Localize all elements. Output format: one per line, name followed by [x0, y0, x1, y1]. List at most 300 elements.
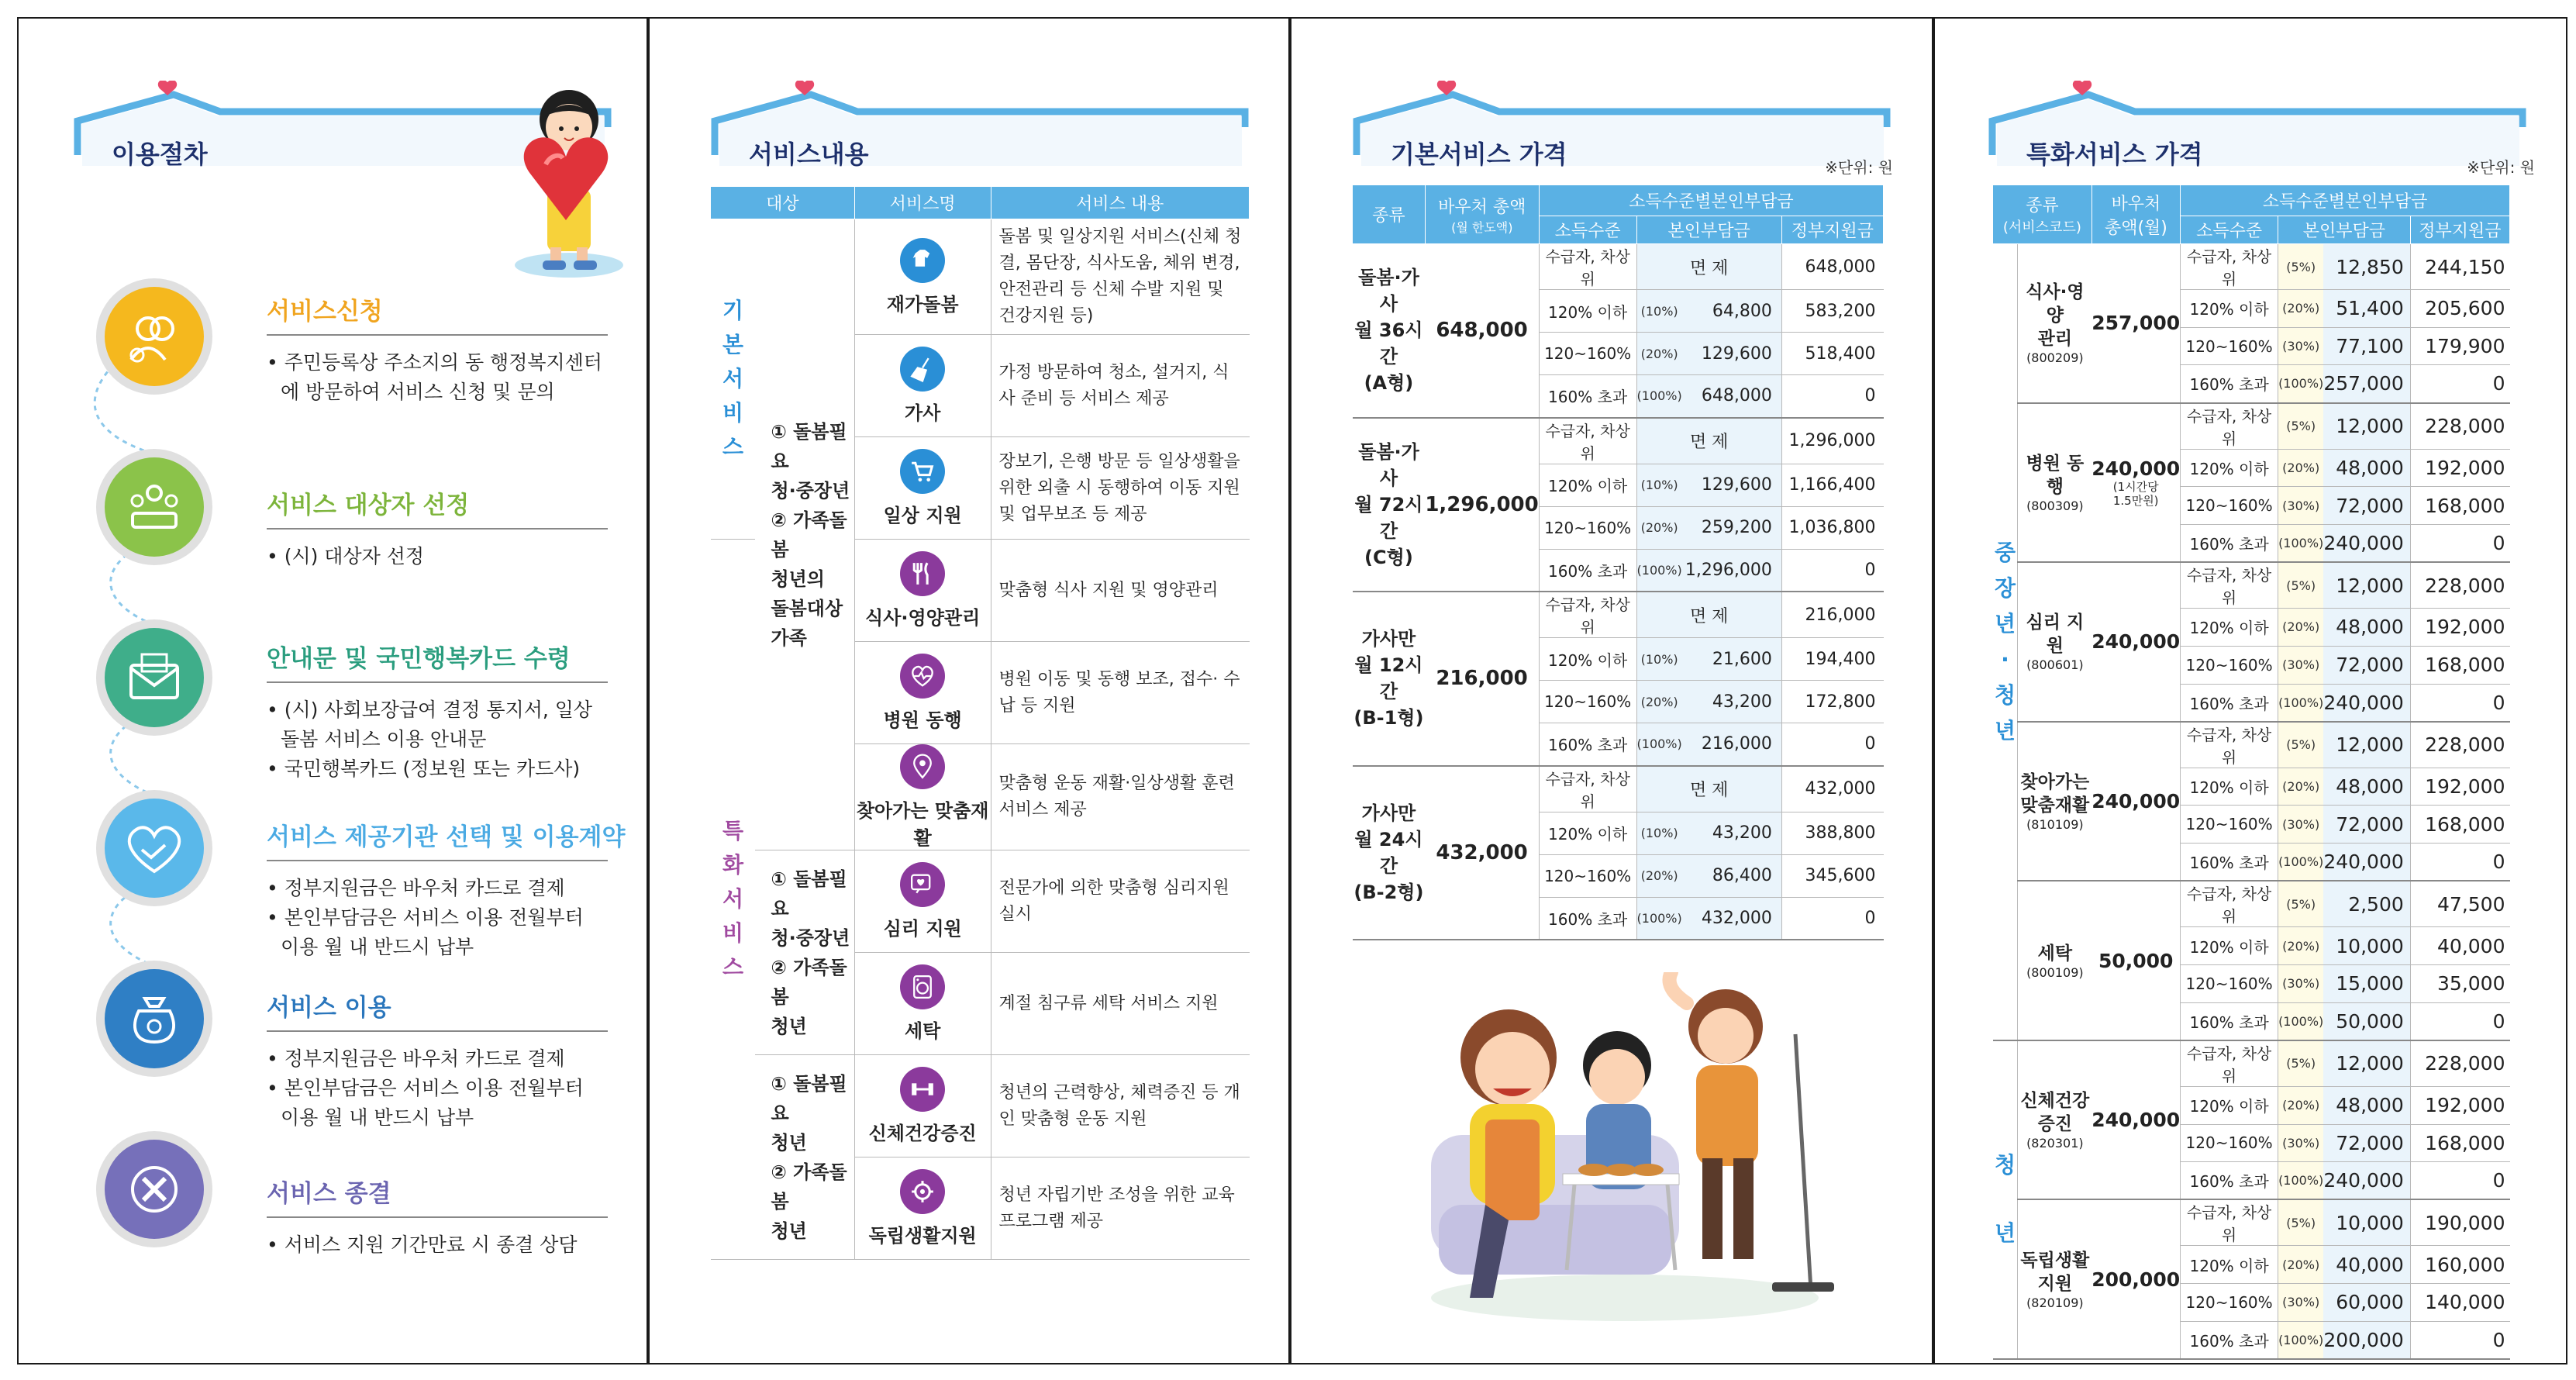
income-level: 120~160%	[2181, 964, 2278, 1002]
copay-pct: (100%)	[2278, 1321, 2324, 1359]
heart-pulse-icon	[900, 654, 945, 699]
income-level: 160% 초과	[2181, 684, 2278, 722]
service-name: 독립생활 지원	[2020, 1250, 2090, 1294]
utensils-icon	[900, 551, 945, 596]
gov-support: 0	[2410, 1162, 2509, 1200]
income-level: 120~160%	[2181, 1124, 2278, 1162]
service-name: 세탁	[2037, 943, 2073, 964]
step-bullet: • 국민행복카드 (정보원 또는 카드사)	[267, 757, 581, 780]
copay-pct: (30%)	[2278, 487, 2324, 525]
copay-pct: (10%)	[1636, 812, 1682, 854]
copay-pct: (10%)	[1636, 638, 1682, 681]
voucher-total: 200,000	[2091, 1268, 2181, 1291]
col-header: 서비스 내용	[991, 187, 1249, 219]
gov-support: 205,600	[2410, 290, 2509, 328]
copay-amount: 432,000	[1682, 897, 1782, 940]
voucher-total-cell	[2091, 722, 2180, 881]
income-level: 수급자, 차상위	[2181, 562, 2278, 609]
income-level: 160% 초과	[2181, 1321, 2278, 1359]
gear-icon	[900, 1169, 945, 1214]
copay-exempt: 면 제	[1636, 592, 1781, 638]
copay-amount: 51,400	[2323, 290, 2410, 328]
special-price-panel	[1933, 17, 2567, 1364]
table-row	[1353, 244, 1884, 290]
gov-support: 244,150	[2410, 244, 2509, 290]
copay-exempt: 면 제	[1636, 244, 1781, 290]
copay-pct: (20%)	[2278, 290, 2324, 328]
income-level: 120% 이하	[1539, 290, 1636, 333]
mail-icon	[123, 647, 185, 709]
voucher-total-cell	[2091, 881, 2180, 1040]
copay-amount: 48,000	[2323, 1086, 2410, 1124]
copay-exempt: 면 제	[1636, 418, 1781, 464]
page-title: 이용절차	[112, 140, 208, 169]
location-icon	[900, 744, 945, 789]
income-level: 160% 초과	[2181, 1002, 2278, 1040]
voucher-total: 240,000	[2091, 789, 2181, 812]
gov-support: 0	[2410, 365, 2509, 403]
copay-pct: (10%)	[1636, 464, 1682, 506]
group-label-midage-youth: 중 장 년 · 청 년	[1993, 244, 2018, 1040]
gov-support: 216,000	[1781, 592, 1883, 638]
copay-amount: 15,000	[2323, 964, 2410, 1002]
service-code: (820109)	[2026, 1295, 2084, 1310]
voucher-total: 257,000	[2091, 312, 2181, 335]
col-header: 소득수준	[2181, 216, 2278, 244]
copay-amount: 648,000	[1682, 375, 1782, 418]
col-header: 정부지원금	[1781, 216, 1883, 244]
service-name-cell	[854, 540, 991, 642]
copay-amount: 48,000	[2323, 768, 2410, 806]
gov-support: 345,600	[1781, 854, 1883, 897]
copay-pct: (5%)	[2278, 244, 2324, 290]
procedure-panel	[17, 17, 648, 1364]
section-header	[710, 81, 1253, 174]
gov-support: 192,000	[2410, 768, 2509, 806]
service-name-cell	[854, 1055, 991, 1157]
gov-support: 518,400	[1781, 333, 1883, 375]
copay-amount: 12,000	[2323, 722, 2410, 768]
copay-amount: 12,850	[2323, 244, 2410, 290]
income-level: 120~160%	[2181, 646, 2278, 684]
gov-support: 0	[1781, 723, 1883, 766]
voucher-total: 50,000	[2098, 949, 2174, 972]
income-level: 수급자, 차상위	[2181, 1040, 2278, 1087]
col-header: 종류	[1353, 185, 1426, 244]
page-title: 기본서비스 가격	[1391, 140, 1567, 169]
col-header: 바우처 총액 (월 한도액)	[1425, 185, 1539, 244]
income-level: 160% 초과	[1539, 375, 1636, 418]
copay-pct: (20%)	[1636, 854, 1682, 897]
section-header	[1988, 81, 2530, 174]
voucher-total: 648,000	[1425, 244, 1539, 418]
washer-icon	[900, 964, 945, 1009]
copay-pct: (20%)	[1636, 333, 1682, 375]
table-row	[1353, 592, 1884, 638]
gov-support: 0	[1781, 375, 1883, 418]
step-bullet: • 본인부담금은 서비스 이용 전월부터 이용 월 내 반드시 납부	[267, 906, 584, 958]
income-level: 120~160%	[1539, 506, 1636, 549]
step-3	[267, 639, 608, 784]
service-name-cell	[854, 953, 991, 1055]
voucher-total: 240,000	[2091, 1109, 2181, 1132]
copay-pct: (30%)	[2278, 1284, 2324, 1322]
service-desc: 병원 이동 및 동행 보조, 접수· 수납 등 지원	[991, 642, 1249, 744]
service-desc: 청년 자립기반 조성을 위한 교육 프로그램 제공	[991, 1157, 1249, 1260]
table-row	[711, 219, 1250, 335]
step-icon-5	[96, 961, 212, 1077]
voucher-total: 432,000	[1425, 766, 1539, 940]
step-title: 서비스 이용	[267, 988, 608, 1032]
step-title: 서비스 종결	[267, 1174, 608, 1218]
cancel-icon	[123, 1158, 185, 1220]
income-level: 120% 이하	[1539, 638, 1636, 681]
copay-pct: (30%)	[2278, 806, 2324, 844]
gov-support: 40,000	[2410, 927, 2509, 965]
copay-amount: 240,000	[2323, 684, 2410, 722]
service-name-cell	[854, 1157, 991, 1260]
copay-amount: 200,000	[2323, 1321, 2410, 1359]
service-name: 가사	[904, 402, 941, 424]
step-icon-6	[96, 1131, 212, 1247]
income-level: 160% 초과	[2181, 365, 2278, 403]
income-level: 120~160%	[2181, 487, 2278, 525]
copay-pct: (100%)	[2278, 1162, 2324, 1200]
copay-pct: (100%)	[1636, 549, 1682, 592]
income-level: 수급자, 차상위	[2181, 403, 2278, 450]
copay-pct: (20%)	[2278, 449, 2324, 487]
copay-pct: (100%)	[2278, 524, 2324, 562]
gov-support: 194,400	[1781, 638, 1883, 681]
table-row	[1993, 562, 2510, 609]
income-level: 120% 이하	[1539, 464, 1636, 506]
service-desc: 전문가에 의한 맞춤형 심리지원 실시	[991, 850, 1249, 953]
copay-amount: 77,100	[2323, 327, 2410, 365]
service-name-cell	[854, 744, 991, 850]
gov-support: 0	[2410, 524, 2509, 562]
copay-pct: (100%)	[2278, 684, 2324, 722]
income-level: 수급자, 차상위	[2181, 244, 2278, 290]
handshake-icon	[123, 817, 185, 879]
col-header: 종류 (서비스코드)	[1993, 185, 2092, 244]
table-row	[1353, 418, 1884, 464]
copay-pct: (30%)	[2278, 964, 2324, 1002]
gov-support: 192,000	[2410, 449, 2509, 487]
gov-support: 160,000	[2410, 1246, 2509, 1284]
copay-amount: 48,000	[2323, 609, 2410, 647]
step-icon-1	[96, 278, 212, 395]
income-level: 160% 초과	[2181, 844, 2278, 881]
copay-amount: 2,500	[2323, 881, 2410, 927]
girl-heart-illustration	[499, 73, 631, 282]
copay-pct: (30%)	[2278, 327, 2324, 365]
service-code: (800209)	[2026, 350, 2084, 366]
col-header: 소득수준별본인부담금	[2181, 185, 2510, 216]
copay-amount: 21,600	[1682, 638, 1782, 681]
copay-amount: 72,000	[2323, 1124, 2410, 1162]
gov-support: 228,000	[2410, 722, 2509, 768]
service-name-cell	[2018, 403, 2091, 563]
copay-pct: (100%)	[2278, 365, 2324, 403]
copay-pct: (5%)	[2278, 1199, 2324, 1246]
voucher-total-cell	[2091, 562, 2180, 722]
step-6	[267, 1174, 608, 1260]
col-header: 소득수준별본인부담금	[1539, 185, 1883, 216]
col-header: 소득수준	[1539, 216, 1636, 244]
section-header	[1352, 81, 1895, 174]
service-desc: 계절 침구류 세탁 서비스 지원	[991, 953, 1249, 1055]
copay-pct: (100%)	[1636, 723, 1682, 766]
step-bullet: • 정부지원금은 바우처 카드로 결제	[267, 877, 565, 899]
service-name: 신체건강 증진	[2020, 1091, 2090, 1135]
page-title: 특화서비스 가격	[2026, 140, 2203, 169]
service-name-cell	[854, 437, 991, 540]
gov-support: 35,000	[2410, 964, 2509, 1002]
service-name-cell	[2018, 1040, 2091, 1200]
service-name-cell	[854, 219, 991, 335]
copay-amount: 10,000	[2323, 1199, 2410, 1246]
gov-support: 0	[1781, 897, 1883, 940]
table-row	[711, 1055, 1250, 1157]
copay-pct: (20%)	[1636, 506, 1682, 549]
copay-amount: 1,296,000	[1682, 549, 1782, 592]
copay-amount: 86,400	[1682, 854, 1782, 897]
voucher-total: 216,000	[1425, 592, 1539, 766]
service-desc: 청년의 근력향상, 체력증진 등 개인 맞춤형 운동 지원	[991, 1055, 1249, 1157]
step-bullet: • (시) 대상자 선정	[267, 545, 425, 568]
gov-support: 0	[2410, 1002, 2509, 1040]
copay-pct: (20%)	[2278, 609, 2324, 647]
copay-pct: (20%)	[2278, 1246, 2324, 1284]
target-cell: ① 돌봄필요 청·중장년 ② 가족돌봄 청년의 돌봄대상 가족	[755, 219, 854, 850]
service-name: 심리 지원	[883, 918, 962, 940]
copay-amount: 129,600	[1682, 333, 1782, 375]
table-row	[1993, 403, 2510, 450]
service-code: (800309)	[2026, 498, 2084, 513]
copay-pct: (5%)	[2278, 403, 2324, 450]
income-level: 수급자, 차상위	[2181, 1199, 2278, 1246]
copay-pct: (5%)	[2278, 722, 2324, 768]
gov-support: 228,000	[2410, 403, 2509, 450]
group-label-basic: 기 본 서 비 스	[711, 219, 756, 540]
income-level: 160% 초과	[1539, 549, 1636, 592]
service-desc: 장보기, 은행 방문 등 일상생활을 위한 외출 시 동행하여 이동 지원 및 업무보조 등 제공	[991, 437, 1249, 540]
income-level: 160% 초과	[2181, 1162, 2278, 1200]
income-level: 160% 초과	[2181, 524, 2278, 562]
gov-support: 168,000	[2410, 1124, 2509, 1162]
voucher-total-cell	[2091, 403, 2180, 563]
gov-support: 0	[1781, 549, 1883, 592]
copay-amount: 12,000	[2323, 403, 2410, 450]
copay-amount: 10,000	[2323, 927, 2410, 965]
service-name-cell	[854, 850, 991, 953]
copay-amount: 50,000	[2323, 1002, 2410, 1040]
voucher-total-cell	[2091, 1040, 2180, 1200]
table-row	[1993, 1040, 2510, 1087]
step-4	[267, 817, 626, 962]
step-bullet: • (시) 사회보장급여 결정 통지서, 일상돌봄 서비스 이용 안내문	[267, 699, 593, 750]
copay-amount: 129,600	[1682, 464, 1782, 506]
income-level: 120~160%	[2181, 327, 2278, 365]
col-header: 바우처 총액(월)	[2091, 185, 2180, 244]
income-level: 120~160%	[2181, 1284, 2278, 1322]
table-row	[1993, 881, 2510, 927]
page-title: 서비스내용	[749, 140, 869, 169]
copay-amount: 72,000	[2323, 806, 2410, 844]
service-name: 식사·영양관리	[865, 607, 981, 629]
step-icon-4	[96, 790, 212, 906]
income-level: 수급자, 차상위	[2181, 722, 2278, 768]
income-level: 120% 이하	[2181, 1086, 2278, 1124]
service-name: 찾아가는 맞춤재활	[856, 800, 989, 849]
copay-amount: 48,000	[2323, 449, 2410, 487]
step-icon-3	[96, 619, 212, 736]
copay-pct: (5%)	[2278, 562, 2324, 609]
copay-exempt: 면 제	[1636, 766, 1781, 812]
table-row	[1993, 244, 2510, 290]
income-level: 160% 초과	[1539, 897, 1636, 940]
chat-heart-icon	[900, 862, 945, 907]
shirt-icon	[900, 238, 945, 283]
service-name-cell	[2018, 722, 2091, 881]
copay-amount: 240,000	[2323, 1162, 2410, 1200]
service-code: (820301)	[2026, 1136, 2084, 1151]
copay-pct: (30%)	[2278, 646, 2324, 684]
copay-amount: 64,800	[1682, 290, 1782, 333]
copay-amount: 12,000	[2323, 1040, 2410, 1087]
step-bullet: • 본인부담금은 서비스 이용 전월부터 이용 월 내 반드시 납부	[267, 1077, 584, 1129]
copay-pct: (20%)	[2278, 1086, 2324, 1124]
gov-support: 168,000	[2410, 646, 2509, 684]
service-name-cell	[854, 642, 991, 744]
gov-support: 0	[2410, 844, 2509, 881]
copay-pct: (5%)	[2278, 881, 2324, 927]
step-title: 서비스 대상자 선정	[267, 485, 608, 530]
voucher-total: 240,000	[2091, 630, 2181, 654]
service-code: (800109)	[2026, 964, 2084, 980]
service-code: (800601)	[2026, 657, 2084, 673]
basic-price-panel	[1290, 17, 1933, 1364]
step-bullet: • 주민등록상 주소지의 동 행정복지센터에 방문하여 서비스 신청 및 문의	[267, 351, 602, 403]
gov-support: 0	[2410, 1321, 2509, 1359]
target-cell: ① 돌봄필요 청·중장년 ② 가족돌봄 청년	[755, 850, 854, 1055]
copay-amount: 43,200	[1682, 812, 1782, 854]
service-content-table	[710, 186, 1250, 1260]
gov-support: 179,900	[2410, 327, 2509, 365]
income-level: 120~160%	[1539, 681, 1636, 723]
step-title: 서비스신청	[267, 292, 608, 336]
service-content-panel	[648, 17, 1290, 1364]
service-code: (810109)	[2026, 816, 2084, 832]
plan-name: 가사만 월 24시간 (B-2형)	[1353, 766, 1426, 940]
income-level: 수급자, 차상위	[1539, 766, 1636, 812]
gov-support: 192,000	[2410, 1086, 2509, 1124]
col-header: 본인부담금	[2278, 216, 2411, 244]
copay-pct: (100%)	[2278, 844, 2324, 881]
copay-pct: (100%)	[1636, 897, 1682, 940]
income-level: 수급자, 차상위	[1539, 592, 1636, 638]
copay-pct: (20%)	[1636, 681, 1682, 723]
service-name-cell	[2018, 881, 2091, 1040]
income-level: 수급자, 차상위	[1539, 244, 1636, 290]
gov-support: 1,036,800	[1781, 506, 1883, 549]
meeting-icon	[123, 476, 185, 538]
target-cell: ① 돌봄필요 청년 ② 가족돌봄 청년	[755, 1055, 854, 1260]
service-name-cell	[854, 335, 991, 437]
plan-name: 돌봄·가사 월 36시간 (A형)	[1353, 244, 1426, 418]
unit-note: ※단위: 원	[1825, 158, 1893, 177]
group-label-youth: 청 년	[1993, 1040, 2018, 1359]
gov-support: 1,166,400	[1781, 464, 1883, 506]
income-level: 120% 이하	[2181, 290, 2278, 328]
service-name-cell	[2018, 562, 2091, 722]
income-level: 160% 초과	[1539, 723, 1636, 766]
gov-support: 140,000	[2410, 1284, 2509, 1322]
service-name: 병원 동행	[883, 709, 962, 731]
broom-icon	[900, 347, 945, 392]
gov-support: 228,000	[2410, 562, 2509, 609]
col-header: 서비스명	[854, 187, 991, 219]
copay-pct: (5%)	[2278, 1040, 2324, 1087]
step-bullet: • 정부지원금은 바우처 카드로 결제	[267, 1047, 565, 1070]
copay-amount: 240,000	[2323, 524, 2410, 562]
service-name-cell	[2018, 244, 2091, 403]
income-level: 120% 이하	[2181, 768, 2278, 806]
income-level: 120~160%	[2181, 806, 2278, 844]
table-row	[1993, 722, 2510, 768]
income-level: 120% 이하	[2181, 927, 2278, 965]
copay-amount: 12,000	[2323, 562, 2410, 609]
copay-pct: (100%)	[2278, 1002, 2324, 1040]
voucher-total-cell	[2091, 1199, 2180, 1359]
table-row	[711, 850, 1250, 953]
service-name: 찾아가는 맞춤재활	[2020, 771, 2090, 816]
col-header: 본인부담금	[1636, 216, 1781, 244]
income-level: 120~160%	[1539, 333, 1636, 375]
gov-support: 1,296,000	[1781, 418, 1883, 464]
income-level: 120~160%	[1539, 854, 1636, 897]
gov-support: 0	[2410, 684, 2509, 722]
copay-pct: (100%)	[1636, 375, 1682, 418]
service-name: 병원 동행	[2026, 453, 2085, 497]
plan-name: 가사만 월 12시간 (B-1형)	[1353, 592, 1426, 766]
dumbbell-icon	[900, 1067, 945, 1112]
cart-icon	[900, 449, 945, 494]
step-5	[267, 988, 608, 1133]
gov-support: 168,000	[2410, 806, 2509, 844]
copay-pct: (30%)	[2278, 1124, 2324, 1162]
unit-note: ※단위: 원	[2467, 158, 2535, 177]
copay-amount: 216,000	[1682, 723, 1782, 766]
copay-pct: (10%)	[1636, 290, 1682, 333]
copay-amount: 72,000	[2323, 646, 2410, 684]
service-name: 신체건강증진	[868, 1123, 977, 1144]
step-2	[267, 485, 608, 571]
service-name: 식사·영양 관리	[2026, 282, 2085, 350]
copay-amount: 40,000	[2323, 1246, 2410, 1284]
table-row	[1353, 766, 1884, 812]
copay-pct: (20%)	[2278, 768, 2324, 806]
family-illustration	[1408, 972, 1842, 1329]
service-name: 일상 지원	[883, 505, 962, 526]
copay-amount: 259,200	[1682, 506, 1782, 549]
gov-support: 583,200	[1781, 290, 1883, 333]
voucher-total: 1,296,000	[1425, 418, 1539, 592]
gov-support: 190,000	[2410, 1199, 2509, 1246]
income-level: 120% 이하	[2181, 609, 2278, 647]
step-bullet: • 서비스 지원 기간만료 시 종결 상담	[267, 1233, 578, 1256]
service-gear-icon	[123, 988, 185, 1050]
